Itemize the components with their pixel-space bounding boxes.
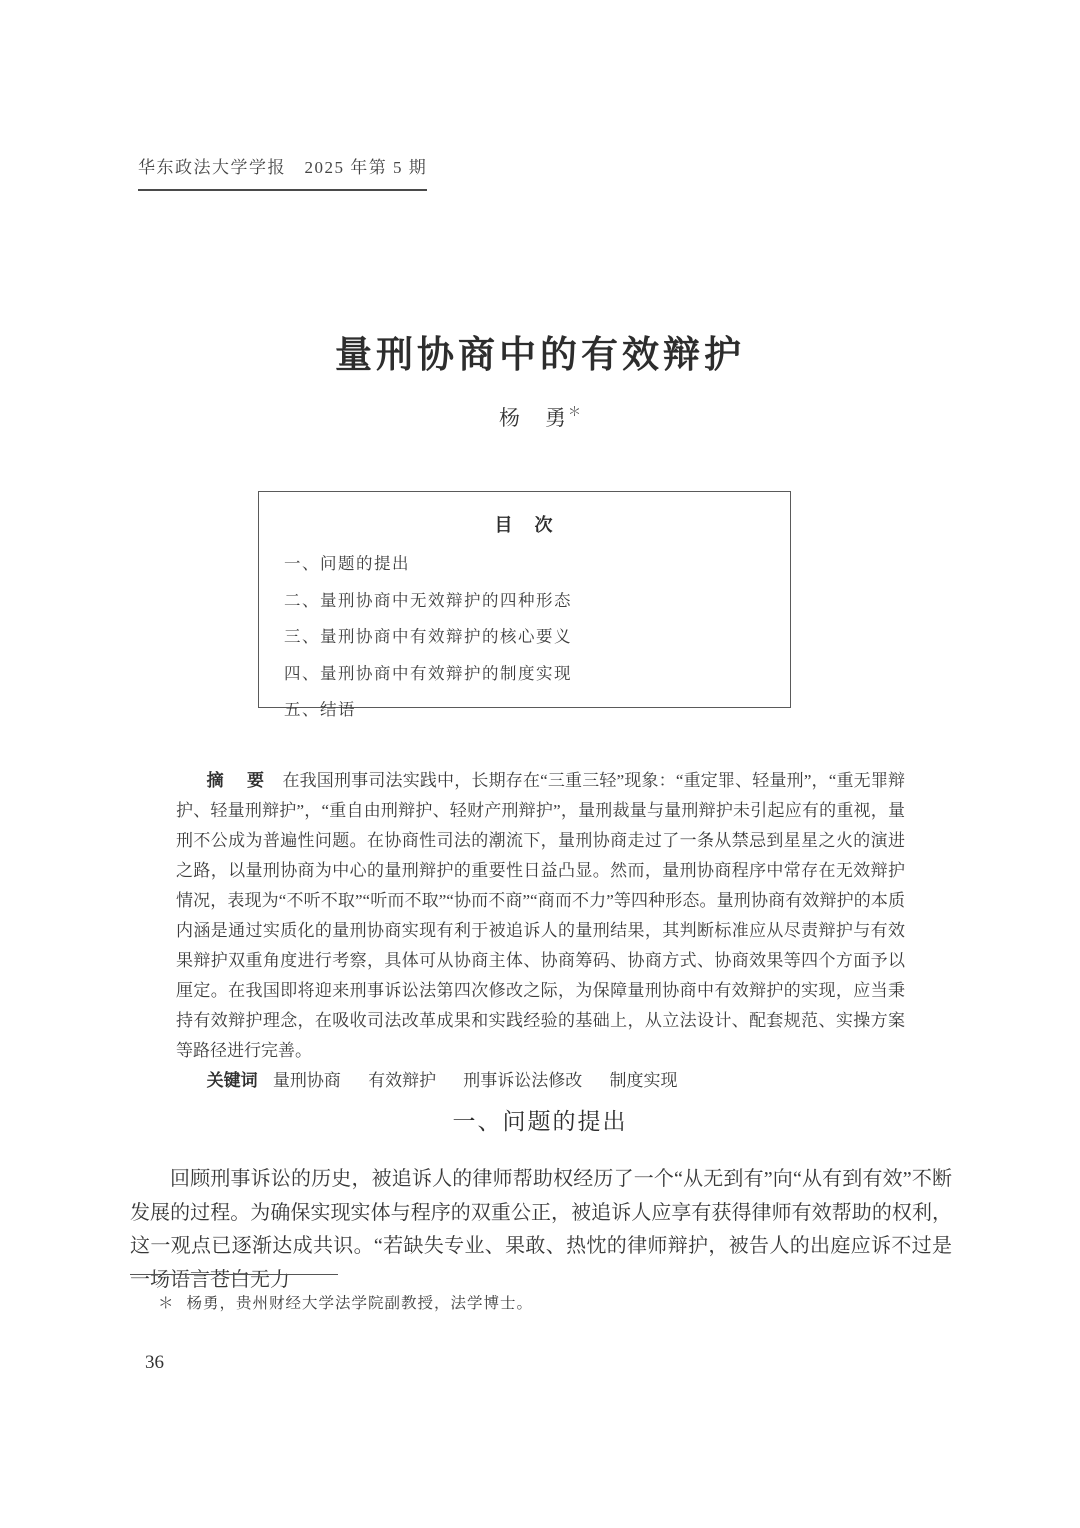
author-line — [0, 401, 1080, 432]
toc-item: 五、结语 — [284, 700, 356, 719]
abstract-label: 摘 要 — [206, 771, 268, 790]
keyword: 刑事诉讼法修改 — [463, 1071, 583, 1090]
keyword: 有效辩护 — [368, 1071, 437, 1090]
footnote — [130, 1291, 952, 1313]
article-title: 量刑协商中的有效辩护 — [335, 334, 745, 376]
page-number: 36 — [145, 1352, 164, 1373]
keywords-line — [176, 1066, 905, 1096]
body-paragraph: 回顾刑事诉讼的历史，被追诉人的律师帮助权经历了一个“从无到有”向“从有到有效”不断发展的过程。为确保实现实体与程序的双重公正，被追诉人应享有获得律师有效帮助的权利，这一观点已逐渐达成共识。“若缺失专业、果敢、热忱的律师辩护，被告人的出庭应诉不过是一场语言苍白无力 — [130, 1168, 952, 1291]
keywords-label: 关键词 — [206, 1071, 258, 1090]
footnote-divider — [130, 1274, 338, 1275]
keyword: 量刑协商 — [272, 1071, 341, 1090]
toc-heading: 目 次 — [494, 515, 555, 535]
toc-item: 一、问题的提出 — [284, 554, 410, 573]
author-name: 杨 勇 — [498, 406, 568, 430]
author-footnote-mark: ＊ — [567, 404, 581, 419]
toc-item: 三、量刑协商中有效辩护的核心要义 — [284, 627, 572, 646]
section-heading: 一、问题的提出 — [452, 1109, 628, 1134]
toc-box — [258, 491, 791, 719]
journal-header: 华东政法大学学报 2025 年第 5 期 — [138, 153, 427, 191]
abstract — [176, 766, 905, 1066]
abstract-block — [176, 766, 905, 1096]
toc-item: 四、量刑协商中有效辩护的制度实现 — [284, 663, 572, 683]
footnote-mark: ＊ — [158, 1295, 175, 1312]
toc-item: 二、量刑协商中无效辩护的四种形态 — [284, 590, 572, 610]
abstract-text: 在我国刑事司法实践中，长期存在“三重三轻”现象：“重定罪、轻量刑”，“重无罪辩护、轻量刑辩护”，“重自由刑辩护、轻财产刑辩护”，量刑裁量与量刑辩护未引起应有的重视，量刑不公成为普遍性问题。在协商性司法的潮流下，量刑协商走过了一条从禁忌到星星之火的演进之路，以量刑协商为中心的量刑辩护的重要性日益凸显。然而，量刑协商程序中常存在无效辩护情况，表现为“不听不取”“听而不取”“协而不商”“商而不力”等四种形态。量刑协商有效辩护的本质内涵是通过实质化的量刑协商实现有利于被追诉人的量刑结果，其判断标准应从尽责辩护与有效果辩护双重角度进行考察，具体可从协商主体、协商筹码、协商方式、协商效果等四个方面予以厘定。在我国即将迎来刑事诉讼法第四次修改之际，为保障量刑协商中有效辩护的实现，应当秉持有效辩护理念，在吸收司法改革成果和实践经验的基础上，从立法设计、配套规范、实操方案等路径进行完善。 — [176, 771, 905, 1060]
toc-items — [259, 546, 790, 729]
footnote-text: 杨勇，贵州财经大学法学院副教授，法学博士。 — [186, 1295, 534, 1312]
keyword: 制度实现 — [609, 1071, 678, 1090]
